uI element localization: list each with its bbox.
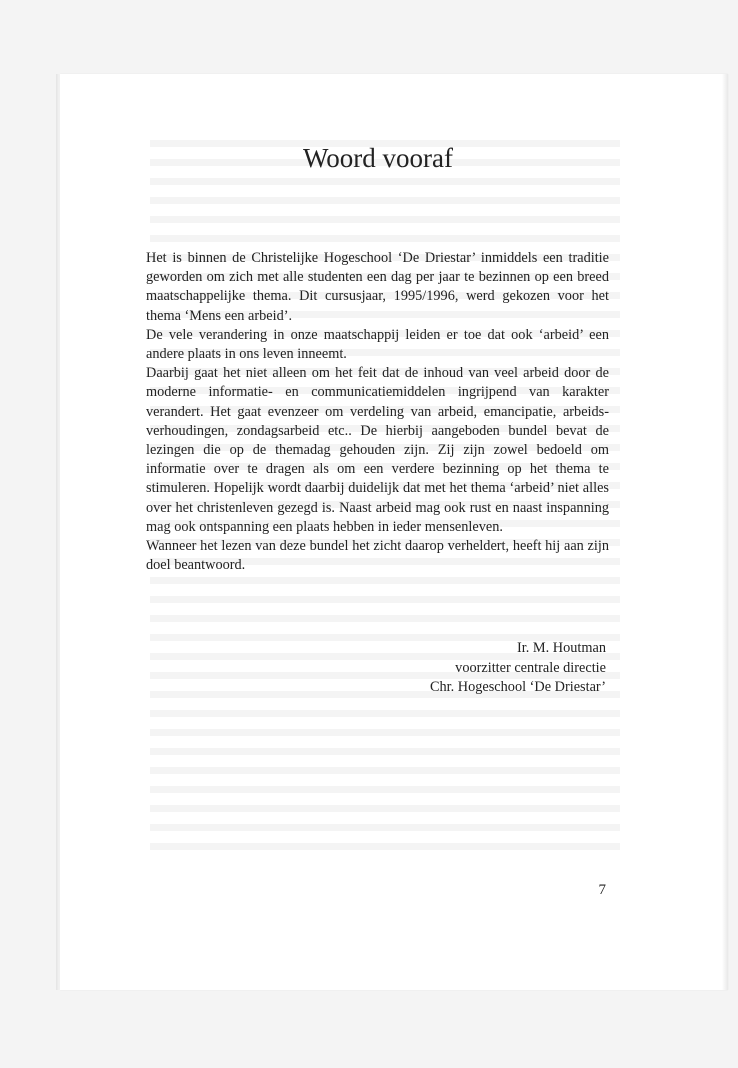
- paragraph-tradition: Het is binnen de Christelijke Hogeschool ‘De Driestar’ inmiddels een traditie geworden om zich met alle studenten een dag per jaar te bezinnen op een breed maatschappelijke thema. Dit cursusjaar, 1995/1996, werd gekozen voor het thema ‘Mens een arbeid’.: [146, 250, 609, 324]
- signature-name: Ir. M. Houtman: [517, 640, 606, 656]
- page-edge-right: [722, 74, 728, 990]
- signature-institution: Chr. Hogeschool ‘De Driestar’: [429, 679, 606, 695]
- paragraph-changes: De vele verandering in onze maatschappij leiden er toe dat ook ‘arbeid’ een andere plaats in ons leven inneemt.: [146, 326, 609, 363]
- page-title: Woord vooraf: [302, 143, 454, 173]
- signature-block: [146, 639, 606, 698]
- paragraph-content: Daarbij gaat het niet alleen om het feit dat de inhoud van veel arbeid door de moderne informatie- en communicatiemiddelen ingrijpend van karakter verandert. Het gaat evenzeer om verdeling van arbeid, emancipatie, arbeids-verhoudingen, zondagsarbeid etc.. De hierbij aangeboden bundel bevat de lezingen die op de themadag gehouden zijn. Zij zijn zowel bedoeld om informatie over te dragen als om een verdere bezinning op het thema te stimuleren. Hopelijk wordt daarbij duidelijk dat met het thema ‘arbeid’ niet alles over het christenleven gezegd is. Naast arbeid mag ook rust en naast inspanning mag ook ontspanning een plaats hebben in ieder mensenleven.: [146, 365, 609, 535]
- foreword-body: [146, 249, 609, 575]
- paragraph-closing: Wanneer het lezen van deze bundel het zicht daarop verheldert, heeft hij aan zijn doel beantwoord.: [146, 538, 609, 574]
- page-number: 7: [598, 882, 606, 898]
- signature-role: voorzitter centrale directie: [455, 659, 606, 676]
